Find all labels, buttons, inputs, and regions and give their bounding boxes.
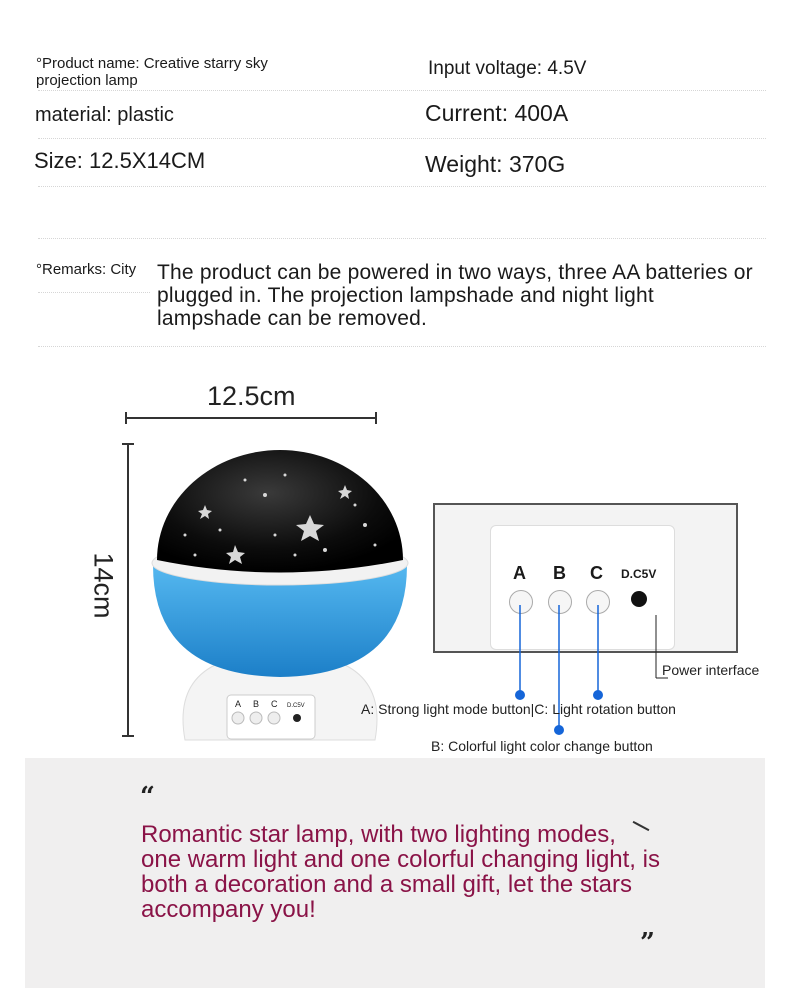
divider — [38, 186, 766, 187]
height-dimension-line — [118, 440, 138, 742]
button-c-label: C — [590, 563, 603, 583]
star-lamp-image — [145, 445, 415, 745]
power-interface-label: Power interface — [662, 662, 760, 678]
remarks-text: The product can be powered in two ways, three AA batteries or plugged in. The projection lampshade and night light lampshade can be removed. — [157, 261, 753, 330]
svg-text:B: B — [253, 699, 260, 709]
height-label: 14cm — [88, 552, 119, 619]
svg-text:D.C5V: D.C5V — [287, 703, 305, 709]
button-a-label: A — [513, 563, 526, 583]
callout-lines — [500, 600, 670, 740]
input-voltage: Input voltage: 4.5V — [428, 58, 587, 79]
size: Size: 12.5X14CM — [34, 148, 206, 173]
divider — [38, 292, 150, 293]
remarks-label: °Remarks: City — [36, 261, 137, 278]
width-dimension-line — [120, 408, 382, 428]
open-quote-mark: “ — [140, 782, 155, 812]
divider — [38, 90, 766, 91]
button-a-c-description: A: Strong light mode button|C: Light rotation button — [361, 701, 676, 717]
product-name: °Product name: Creative starry sky projection lamp — [36, 55, 268, 89]
quote-text: Romantic star lamp, with two lighting modes, one warm light and one colorful changing light, is both a decoration and a small gift, let the stars accompany you! — [141, 821, 660, 923]
material: material: plastic — [35, 104, 174, 126]
divider — [38, 238, 766, 239]
divider — [38, 138, 766, 139]
dc-label: D.C5V — [621, 567, 657, 581]
svg-text:C: C — [271, 699, 278, 709]
close-quote-mark: ” — [640, 928, 655, 958]
svg-text:A: A — [235, 699, 242, 709]
button-b-description: B: Colorful light color change button — [431, 738, 653, 754]
current: Current: 400A — [425, 100, 569, 126]
width-label: 12.5cm — [207, 381, 296, 411]
button-b-label: B — [553, 563, 566, 583]
weight: Weight: 370G — [425, 151, 566, 177]
divider — [38, 346, 766, 347]
